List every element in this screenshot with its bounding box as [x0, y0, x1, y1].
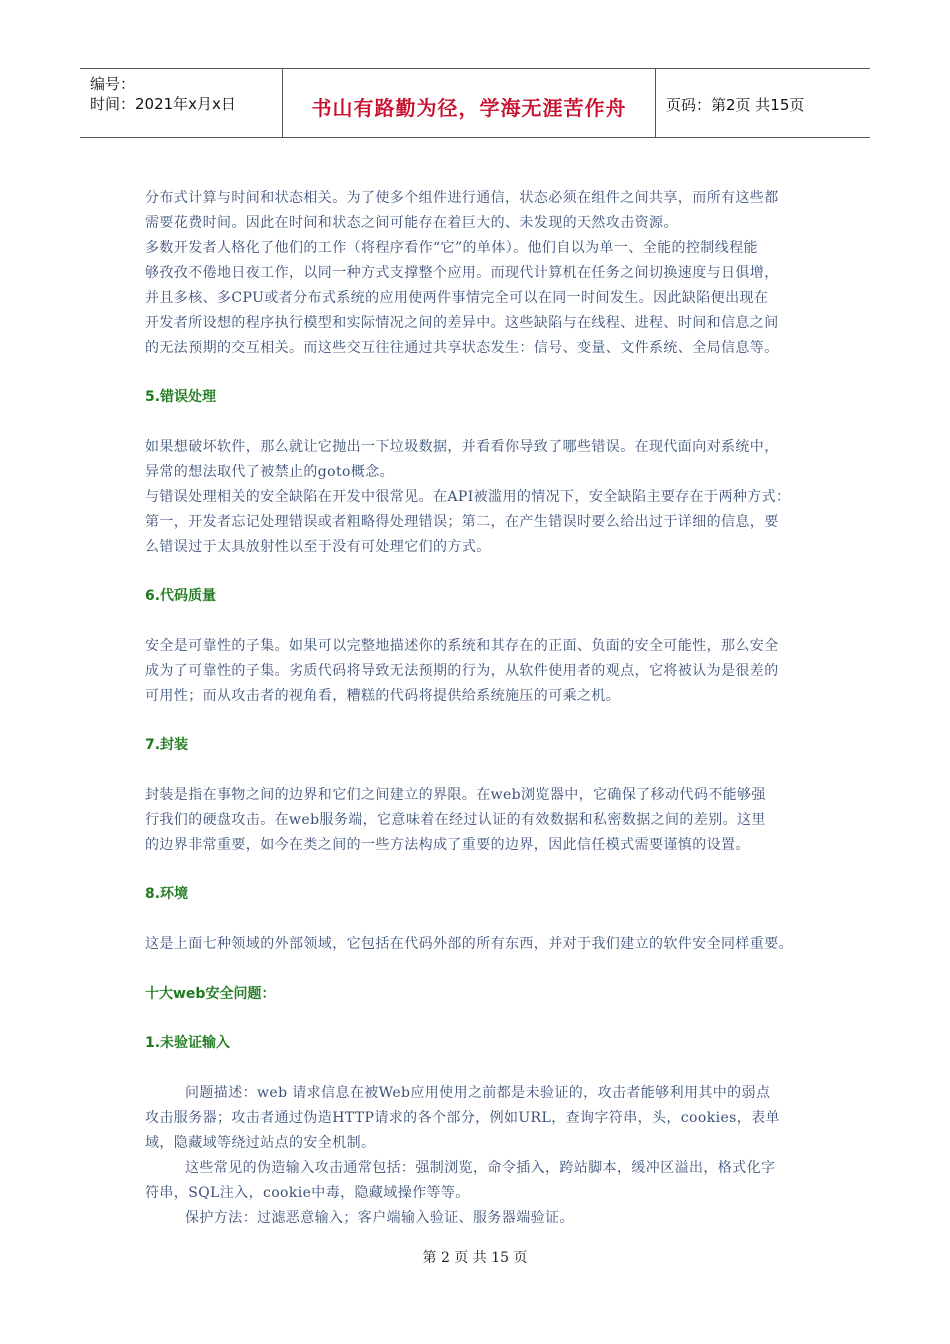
header-page-info: 页码：第2页 共15页 — [666, 96, 805, 114]
body-line: 这些常见的伪造输入攻击通常包括：强制浏览，命令插入，跨站脚本，缓冲区溢出，格式化字 — [185, 1160, 776, 1176]
body-line: 保护方法：过滤恶意输入；客户端输入验证、服务器端验证。 — [185, 1210, 574, 1226]
body-line: 异常的想法取代了被禁止的goto概念。 — [145, 464, 395, 480]
section-heading-environment: 8.环境 — [145, 886, 189, 902]
body-line: 域，隐藏域等绕过站点的安全机制。 — [145, 1135, 376, 1151]
body-line: 封装是指在事物之间的边界和它们之间建立的界限。在web浏览器中，它确保了移动代码不能够强 — [145, 787, 766, 803]
body-line: 并且多核、多CPU或者分布式系统的应用使两件事情完全可以在同一时间发生。因此缺陷便出现在 — [145, 290, 769, 306]
body-line: 与错误处理相关的安全缺陷在开发中很常见。在API被滥用的情况下，安全缺陷主要存在于两种方式： — [145, 489, 791, 505]
body-line: 的边界非常重要，如今在类之间的一些方法构成了重要的边界，因此信任模式需要谨慎的设置。 — [145, 837, 750, 853]
body-line: 多数开发者人格化了他们的工作（将程序看作“它”的单体）。他们自以为单一、全能的控制线程能 — [145, 240, 758, 256]
body-line: 如果想破坏软件，那么就让它抛出一下垃圾数据，并看看你导致了哪些错误。在现代面向对系统中， — [145, 439, 779, 455]
header-page-cell — [656, 69, 870, 137]
body-line: 问题描述：web 请求信息在被Web应用使用之前都是未验证的，攻击者能够利用其中的弱点 — [185, 1085, 771, 1101]
header-motto: 书山有路勤为径，学海无涯苦作舟 — [311, 96, 627, 120]
body-line: 么错误过于太具放射性以至于没有可处理它们的方式。 — [145, 539, 491, 555]
body-line: 的无法预期的交互相关。而这些交互往往通过共享状态发生：信号、变量、文件系统、全局信息等。 — [145, 340, 779, 356]
header-meta-cell — [80, 69, 282, 137]
body-line: 第一，开发者忘记处理错误或者粗略得处理错误；第二，在产生错误时要么给出过于详细的信息，要 — [145, 514, 779, 530]
document-number-label: 编号： — [90, 75, 136, 93]
page-footer: 第 2 页 共 15 页 — [422, 1250, 528, 1266]
section-heading-top10-web-security: 十大web安全问题： — [145, 986, 276, 1002]
header-table — [80, 68, 870, 138]
body-line: 可用性；而从攻击者的视角看，糟糕的代码将提供给系统施压的可乘之机。 — [145, 688, 621, 704]
body-line: 开发者所设想的程序执行模型和实际情况之间的差异中。这些缺陷与在线程、进程、时间和信息之间 — [145, 315, 779, 331]
body-line: 安全是可靠性的子集。如果可以完整地描述你的系统和其存在的正面、负面的安全可能性，那么安全 — [145, 638, 779, 654]
body-line: 符串，SQL注入，cookie中毒，隐藏域操作等等。 — [145, 1185, 470, 1201]
document-date: 时间：2021年x月x日 — [90, 95, 236, 113]
section-heading-error-handling: 5.错误处理 — [145, 389, 217, 405]
body-line: 成为了可靠性的子集。劣质代码将导致无法预期的行为，从软件使用者的观点，它将被认为是很差的 — [145, 663, 779, 679]
body-line: 这是上面七种领域的外部领域，它包括在代码外部的所有东西，并对于我们建立的软件安全同样重要。 — [145, 936, 793, 952]
body-line: 需要花费时间。因此在时间和状态之间可能存在着巨大的、未发现的天然攻击资源。 — [145, 215, 678, 231]
section-heading-code-quality: 6.代码质量 — [145, 588, 217, 604]
body-line: 够孜孜不倦地日夜工作，以同一种方式支撑整个应用。而现代计算机在任务之间切换速度与日俱增， — [145, 265, 779, 281]
body-line: 攻击服务器；攻击者通过伪造HTTP请求的各个部分，例如URL，查询字符串，头，cookies，表单 — [145, 1110, 780, 1126]
body-line: 分布式计算与时间和状态相关。为了使多个组件进行通信，状态必须在组件之间共享，而所有这些都 — [145, 190, 779, 206]
section-heading-unvalidated-input: 1.未验证输入 — [145, 1035, 231, 1051]
header-motto-cell — [282, 69, 656, 137]
section-heading-encapsulation: 7.封装 — [145, 737, 189, 753]
body-line: 行我们的硬盘攻击。在web服务端，它意味着在经过认证的有效数据和私密数据之间的差别。这里 — [145, 812, 766, 828]
